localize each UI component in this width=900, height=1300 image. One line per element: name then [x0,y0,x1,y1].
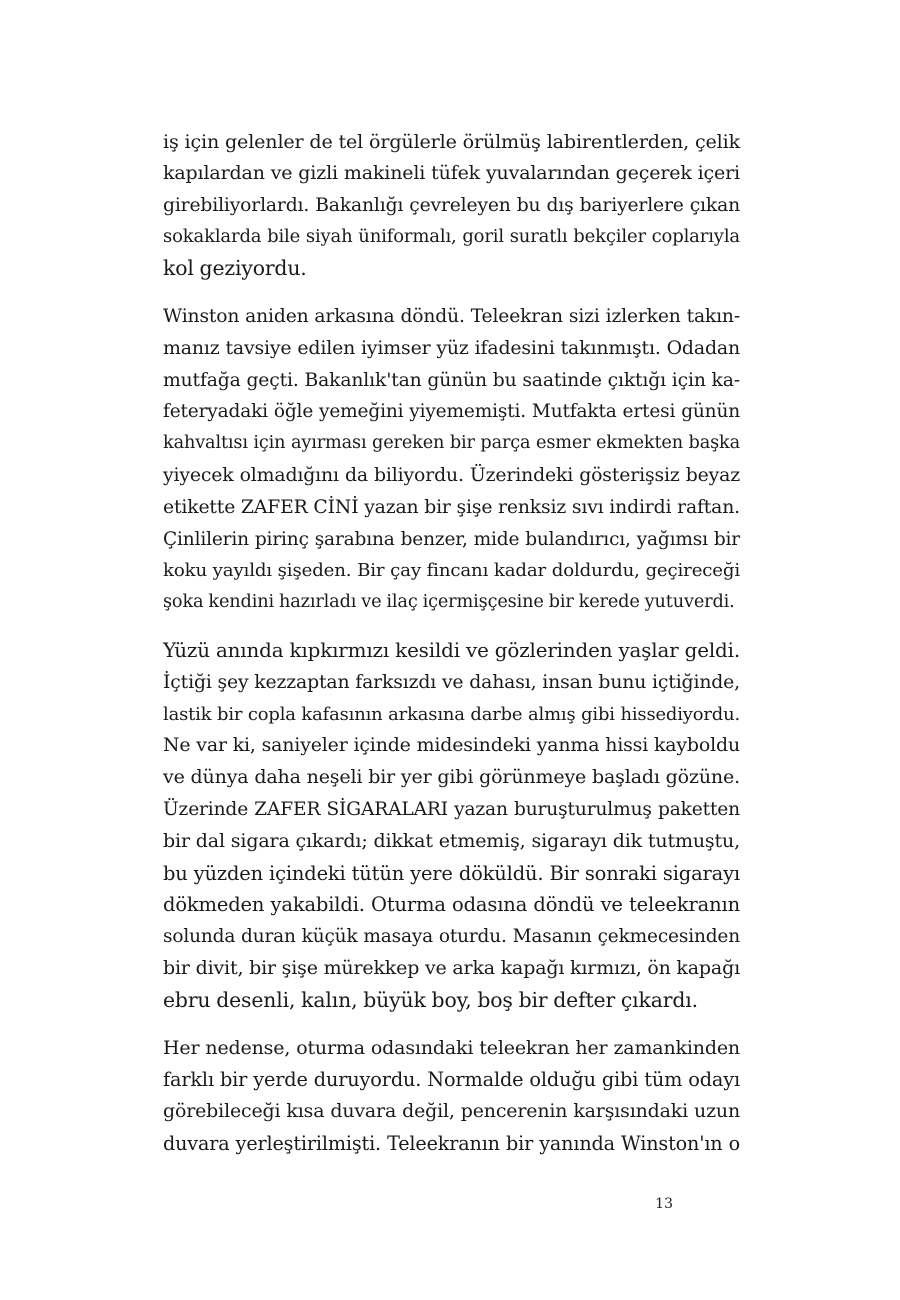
text-line: Üzerinde ZAFER SİGARALARI yazan buruşturulmuş paketten [163,798,740,820]
page-body [163,126,740,1176]
text-line: iş için gelenler de tel örgülerle örülmüş labirentlerden, çelik [163,130,740,153]
page-number: 13 [655,1196,673,1212]
text-line: kapılardan ve gizli makineli tüfek yuvalarından geçerek içeri [163,161,740,184]
text-line: solunda duran küçük masaya oturdu. Masanın çekmecesinden [163,926,740,948]
text-line: şoka kendini hazırladı ve ilaç içermişçesine bir kerede yutuverdi. [163,592,735,613]
text-line: mutfağa geçti. Bakanlık'tan günün bu saatinde çıktığı için ka- [163,369,740,391]
text-line: sokaklarda bile siyah üniformalı, goril suratlı bekçiler coplarıyla [163,226,740,248]
text-line: ve dünya daha neşeli bir yer gibi görünmeye başladı gözüne. [163,766,740,789]
text-line: koku yayıldı şişeden. Bir çay fincanı kadar doldurdu, geçireceği [163,560,740,582]
text-line: Çinlilerin pirinç şarabına benzer, mide bulandırıcı, yağımsı bir [163,528,740,550]
text-line: lastik bir copla kafasının arkasına darbe almış gibi hissediyordu. [163,703,740,725]
text-line: dökmeden yakabildi. Oturma odasına döndü ve teleekranın [163,893,740,917]
text-line: bir divit, bir şişe mürekkep ve arka kapağı kırmızı, ön kapağı [163,956,740,979]
text-line: Ne var ki, saniyeler içinde midesindeki yanma hissi kayboldu [163,734,740,757]
text-line: farklı bir yerde duruyordu. Normalde olduğu gibi tüm odayı [163,1068,740,1092]
text-line: girebiliyorlardı. Bakanlığı çevreleyen bu dış bariyerlere çıkan [163,194,740,216]
text-line: kol geziyordu. [163,256,307,281]
paragraph-3 [163,635,740,1017]
text-line: etikette ZAFER CİNİ yazan bir şişe renksiz sıvı indirdi raftan. [163,496,740,518]
text-line: bu yüzden içindeki tütün yere döküldü. Bir sonraki sigarayı [163,861,740,885]
text-line: manız tavsiye edilen iyimser yüz ifadesini takınmıştı. Odadan [163,336,740,359]
paragraph-1 [163,126,740,285]
paragraph-2 [163,301,740,619]
text-line: Winston aniden arkasına döndü. Teleekran sizi izlerken takın- [163,305,740,327]
text-line: bir dal sigara çıkardı; dikkat etmemiş, sigarayı dik tutmuştu, [163,829,740,852]
text-line: yiyecek olmadığını da biliyordu. Üzerindeki gösterişsiz beyaz [163,464,740,486]
text-line: Yüzü anında kıpkırmızı kesildi ve gözlerinden yaşlar geldi. [163,638,740,662]
text-line: kahvaltısı için ayırması gereken bir parça esmer ekmekten başka [163,433,740,454]
text-line: feteryadaki öğle yemeğini yiyememişti. Mutfakta ertesi günün [163,401,740,423]
text-line: görebileceği kısa duvara değil, pencerenin karşısındaki uzun [163,1100,740,1123]
text-line: İçtiği şey kezzaptan farksızdı ve dahası, insan bunu içtiğinde, [163,671,740,693]
text-line: Her nedense, oturma odasındaki teleekran her zamankinden [163,1036,740,1059]
paragraph-4 [163,1033,740,1160]
text-line: ebru desenli, kalın, büyük boy, boş bir defter çıkardı. [163,987,698,1012]
text-line: duvara yerleştirilmişti. Teleekranın bir yanında Winston'ın o [163,1131,740,1155]
